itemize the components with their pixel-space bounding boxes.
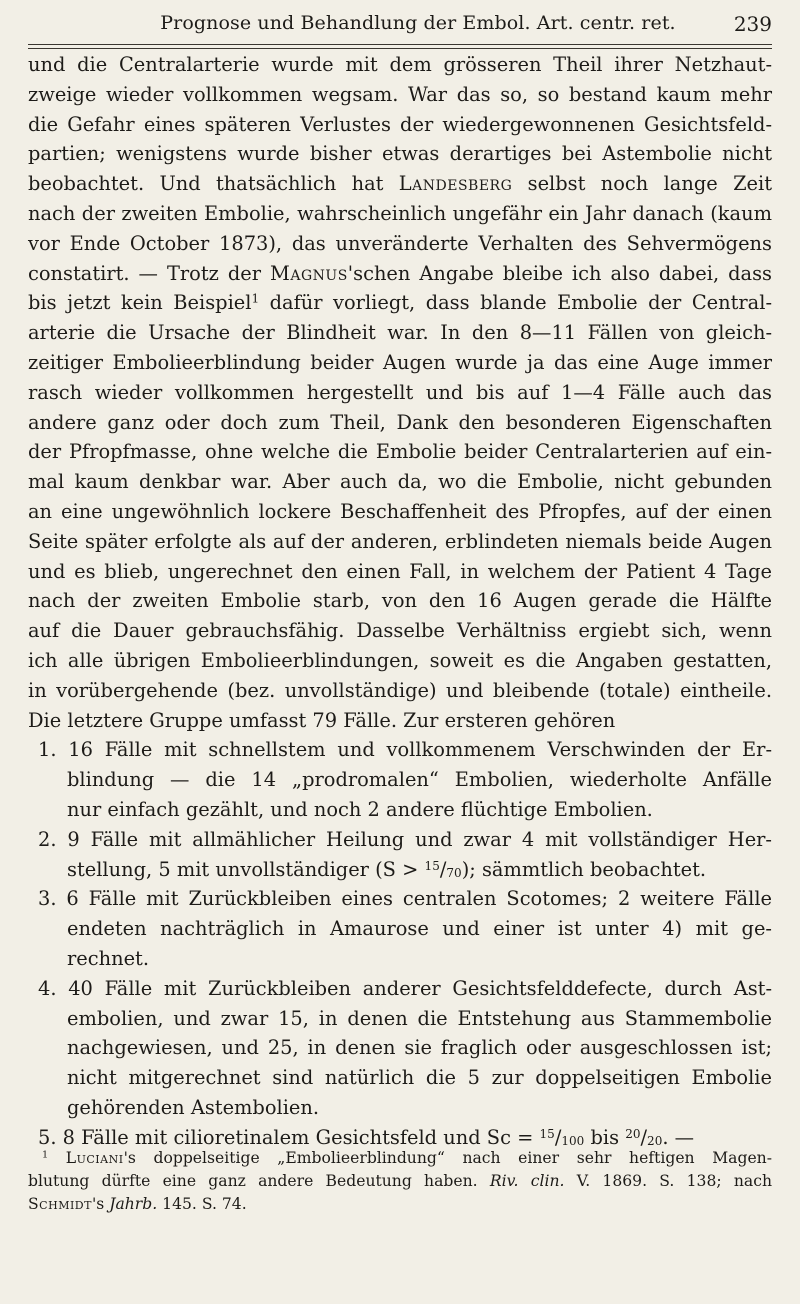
text-line: arterie die Ursache der Blindheit war. In den 8—11 Fällen von gleich-	[28, 321, 772, 345]
text-line: 2. 9 Fälle mit allmählicher Heilung und zwar 4 mit vollständiger Her-	[38, 827, 772, 851]
author-name: Luciani	[65, 1149, 124, 1167]
author-name: Magnus	[270, 261, 348, 285]
footnote-line: blutung dürfte eine ganz andere Bedeutung haben. Riv. clin. V. 1869. S. 138; nach	[28, 1172, 772, 1190]
list-item	[28, 884, 772, 973]
header-rule-top	[28, 44, 772, 45]
text-line: zweige wieder vollkommen wegsam. War das so, so bestand kaum mehr	[28, 82, 772, 106]
text-line: der Pfropfmasse, ohne welche die Embolie beider Centralarterien auf ein-	[28, 440, 772, 464]
footnote-reference: 1	[251, 291, 260, 306]
text-line: zeitiger Embolieerblindung beider Augen wurde ja das eine Auge immer	[28, 350, 772, 374]
page-number: 239	[733, 12, 772, 36]
running-header	[28, 10, 772, 40]
text-line: 4. 40 Fälle mit Zurückbleiben anderer Gesichtsfelddefecte, durch Ast-	[38, 976, 772, 1000]
list-item	[28, 825, 772, 885]
text-line: partien; wenigstens wurde bisher etwas derartiges bei Astembolie nicht	[28, 142, 772, 166]
footnote	[28, 1147, 772, 1216]
author-name: Landesberg	[398, 172, 513, 196]
footnote-line: $^1$ Luciani's doppelseitige „Embolieerblindung“ nach einer sehr heftigen Magen-	[42, 1149, 772, 1167]
text-line: endeten nachträglich in Amaurose und einer ist unter 4) mit ge-	[67, 917, 772, 941]
text-line: in vorübergehende (bez. unvollständige) und bleibende (totale) eintheile.	[28, 678, 772, 702]
text-line: rasch wieder vollkommen hergestellt und bis auf 1—4 Fälle auch das	[28, 380, 772, 404]
running-title: Prognose und Behandlung der Embol. Art. centr. ret.	[160, 12, 676, 34]
text-line: rechnet.	[67, 946, 150, 970]
text-line: auf die Dauer gebrauchsfähig. Dasselbe Verhältniss ergiebt sich, wenn	[28, 619, 772, 643]
text-line: 5. 8 Fälle mit cilioretinalem Gesichtsfeld und $Sc = ^{15}/_{100}$ bis $^{20}/_{20}$. —	[38, 1125, 695, 1149]
text-line: an eine ungewöhnlich lockere Beschaffenheit des Pfropfes, auf der einen	[28, 499, 772, 523]
text-line: 3. 6 Fälle mit Zurückbleiben eines centralen Scotomes; 2 weitere Fälle	[38, 887, 772, 911]
header-rule-bottom	[28, 48, 772, 49]
list-item	[28, 735, 772, 824]
text-line: nicht mitgerechnet sind natürlich die 5 zur doppelseitigen Embolie	[67, 1066, 772, 1090]
list-item	[28, 974, 772, 1123]
text-line: nur einfach gezählt, und noch 2 andere flüchtige Embolien.	[67, 797, 653, 821]
text-line: Seite später erfolgte als auf der anderen, erblindeten niemals beide Augen	[28, 529, 772, 553]
text-line: ich alle übrigen Embolieerblindungen, soweit es die Angaben gestatten,	[28, 648, 772, 672]
text-line: und es blieb, ungerechnet den einen Fall, in welchem der Patient 4 Tage	[28, 559, 772, 583]
journal-title: Riv. clin.	[489, 1172, 565, 1190]
text-line: nach der zweiten Embolie starb, von den 16 Augen gerade die Hälfte	[28, 589, 772, 613]
footnote-line: Schmidt's Jahrb. 145. S. 74.	[28, 1195, 247, 1213]
text-line: vor Ende October 1873), das unveränderte Verhalten des Sehvermögens	[28, 231, 772, 255]
text-line: gehörenden Astembolien.	[67, 1095, 320, 1119]
text-line: stellung, 5 mit unvollständiger $(S > ^{15}/_{70})$; sämmtlich beobachtet.	[67, 857, 707, 881]
journal-title: Jahrb.	[109, 1195, 158, 1213]
text-line: 1. 16 Fälle mit schnellstem und vollkommenem Verschwinden der Er-	[38, 738, 772, 762]
body-text	[28, 50, 772, 1152]
fraction: $^{20}/_{20}$	[625, 1125, 663, 1149]
text-line: die Gefahr eines späteren Verlustes der wiedergewonnenen Gesichtsfeld-	[28, 112, 772, 136]
text-line: blindung — die 14 „prodromalen“ Embolien, wiederholte Anfälle	[67, 768, 772, 792]
text-line: nachgewiesen, und 25, in denen sie fraglich oder ausgeschlossen ist;	[67, 1036, 772, 1060]
text-line: embolien, und zwar 15, in denen die Entstehung aus Stammembolie	[67, 1006, 772, 1030]
fraction: $^{15}/_{100}$	[539, 1125, 585, 1149]
text-line: andere ganz oder doch zum Theil, Dank den besonderen Eigenschaften	[28, 410, 772, 434]
text-line: und die Centralarterie wurde mit dem grösseren Theil ihrer Netzhaut-	[28, 53, 772, 76]
fraction: $^{15}/_{70}$	[424, 857, 462, 881]
text-line: beobachtet. Und thatsächlich hat Landesberg selbst noch lange Zeit	[28, 172, 773, 196]
text-line: bis jetzt kein Beispiel$^1$ dafür vorliegt, dass blande Embolie der Central-	[28, 291, 772, 315]
text-line: constatirt. — Trotz der Magnus'schen Angabe bleibe ich also dabei, dass	[28, 261, 772, 285]
text-line: Die letztere Gruppe umfasst 79 Fälle. Zur ersteren gehören	[28, 708, 616, 732]
text-line: nach der zweiten Embolie, wahrscheinlich ungefähr ein Jahr danach (kaum	[28, 201, 772, 225]
author-name: Schmidt	[28, 1195, 92, 1213]
footnote-mark: 1	[42, 1149, 49, 1161]
text-line: mal kaum denkbar war. Aber auch da, wo die Embolie, nicht gebunden	[28, 470, 772, 494]
